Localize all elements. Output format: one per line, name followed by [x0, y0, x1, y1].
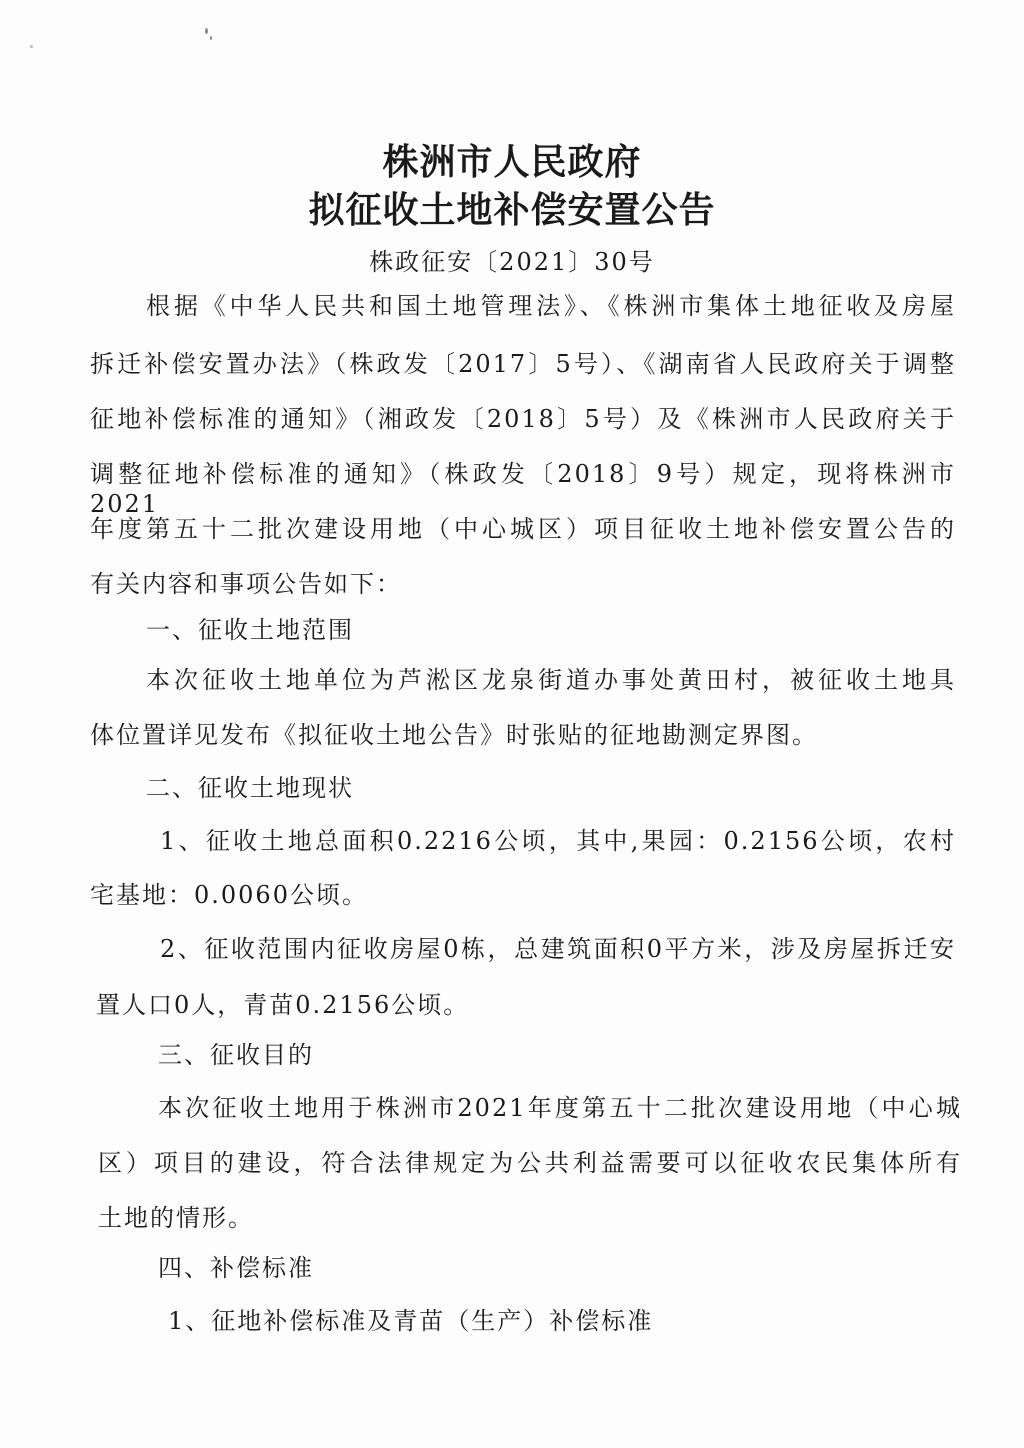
- document-number: 株政征安〔2021〕30号: [369, 248, 655, 276]
- section-item-line: 宅基地：0.0060公顷。: [90, 881, 368, 909]
- document-title-line1: 株洲市人民政府: [382, 141, 642, 183]
- section-line: 本次征收土地单位为芦淞区龙泉街道办事处黄田村，被征收土地具: [146, 666, 956, 694]
- intro-line: 拆迁补偿安置办法》（株政发〔2017〕5号）、《湖南省人民政府关于调整: [90, 350, 956, 378]
- intro-line: 有关内容和事项公告如下：: [90, 570, 402, 598]
- section-line: 体位置详见发布《拟征收土地公告》时张贴的征地勘测定界图。: [90, 721, 818, 749]
- section-heading: 一、征收土地范围: [146, 616, 354, 644]
- section-line: 本次征收土地用于株洲市2021年度第五十二批次建设用地（中心城: [158, 1094, 962, 1122]
- section-heading: 三、征收目的: [158, 1041, 314, 1069]
- intro-line: 根据《中华人民共和国土地管理法》、《株洲市集体土地征收及房屋: [146, 292, 956, 320]
- scan-speck: [30, 45, 33, 48]
- document-title-line2: 拟征收土地补偿安置公告: [308, 189, 716, 231]
- section-item-line: 2、征收范围内征收房屋0栋，总建筑面积0平方米，涉及房屋拆迁安: [160, 935, 956, 963]
- intro-line: 调整征地补偿标准的通知》（株政发〔2018〕9号）规定，现将株洲市2021: [90, 460, 956, 518]
- section-heading: 二、征收土地现状: [146, 774, 354, 802]
- intro-line: 征地补偿标准的通知》（湘政发〔2018〕5号）及《株洲市人民政府关于: [90, 405, 956, 433]
- section-item-line: 1、征收土地总面积0.2216公顷，其中,果园：0.2156公顷，农村: [160, 827, 956, 855]
- section-heading: 四、补偿标准: [158, 1254, 314, 1282]
- scan-speck: [205, 28, 208, 34]
- section-item-line: 置人口0人，青苗0.2156公顷。: [96, 991, 470, 1019]
- scan-speck: [210, 36, 212, 40]
- intro-line: 年度第五十二批次建设用地（中心城区）项目征收土地补偿安置公告的: [90, 515, 956, 543]
- section-line: 区）项目的建设，符合法律规定为公共利益需要可以征收农民集体所有: [98, 1149, 962, 1177]
- section-item-line: 1、征地补偿标准及青苗（生产）补偿标准: [168, 1307, 654, 1335]
- section-line: 土地的情形。: [98, 1204, 254, 1232]
